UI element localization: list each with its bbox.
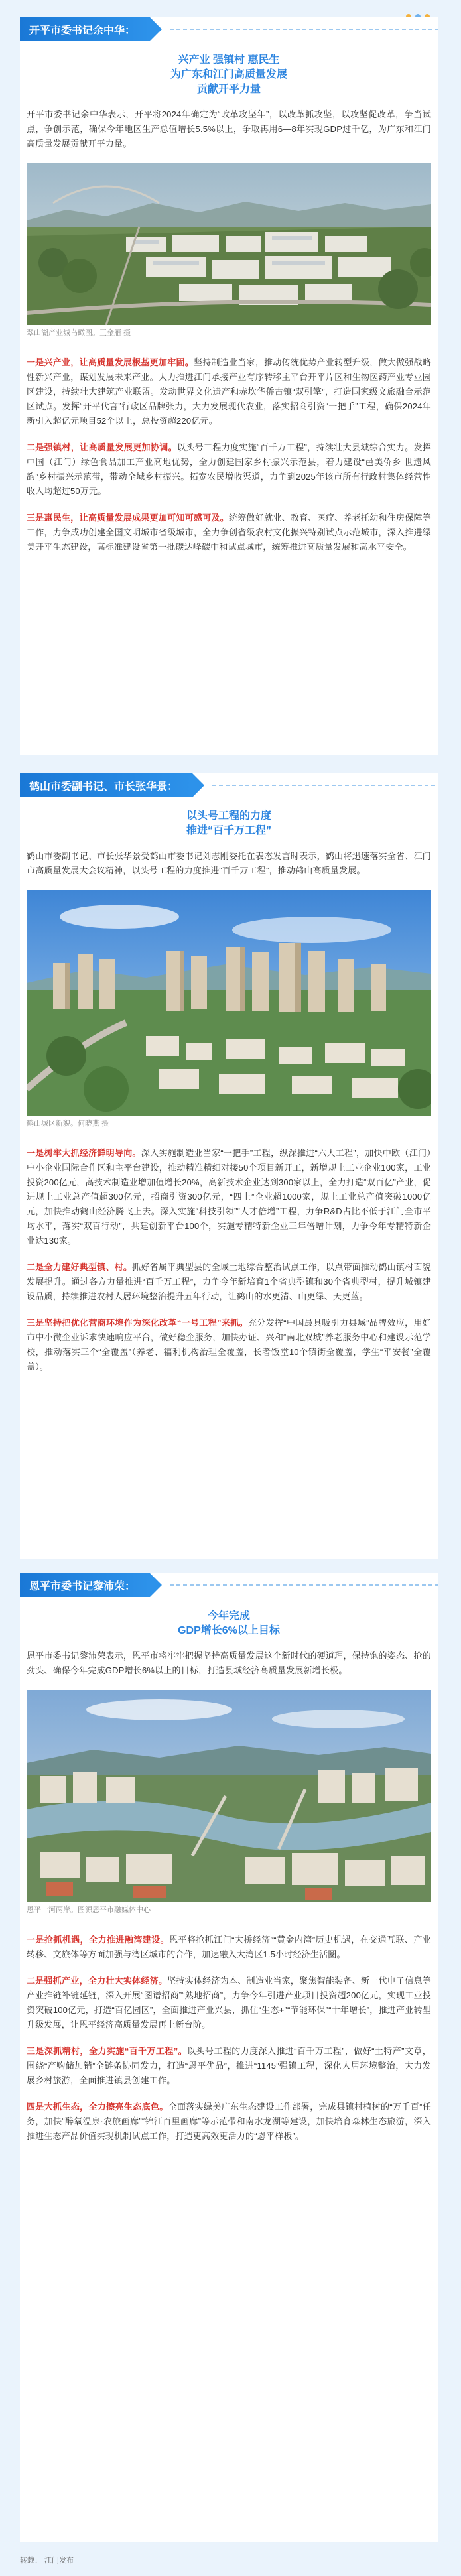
point-paragraph <box>27 1974 431 2032</box>
photo-caption: 恩平一河两岸。图源恩平市融媒体中心 <box>27 1906 151 1914</box>
paragraph-body: 以头号工程力度实施“百千万工程”，持续壮大县域综合实力。发挥中国（江门）绿色食品加工产业高地优势，全力创建国家乡村振兴示范县，着力建设“邑美侨乡 世遗风韵”乡村振兴示范带，带动全域乡村振兴。拓宽农民增收渠道，力争到2025年该市所有行政村集体经营性收入均超过50万元。 <box>27 442 431 496</box>
section-header <box>20 773 438 797</box>
river-city-photo-enping <box>27 1690 431 1902</box>
paragraph-lead: 二是强镇村，让高质量发展更加协调。 <box>27 442 177 452</box>
photo-caption: 翠山湖产业城鸟瞰图。王金雁 摄 <box>27 329 131 337</box>
header-divider <box>170 1584 438 1586</box>
repost-label: 转载： <box>20 2557 42 2565</box>
aerial-photo-industrial-park <box>27 163 431 325</box>
header-divider <box>212 785 438 786</box>
paragraph-lead: 四是大抓生态，全力擦亮生态底色。 <box>27 2102 168 2112</box>
section-header-title: 恩平市委书记黎沛荣： <box>20 1573 150 1597</box>
paragraph-body: 全面落实绿美广东生态建设工作部署，完成县镇村植树的“万千百”任务，加快“醉氧温泉·农旅画廊”“锦江百里画廊”等示范带和南水龙湖等建设，加快培育森林生态旅游，深入推进生态产品价值实现机制试点工作，打造更高效更活力的“恩平样板”。 <box>27 2102 432 2141</box>
paragraph-lead: 三是深抓精村，全力实施“百千万工程”。 <box>27 2046 188 2056</box>
section-header-title: 开平市委书记余中华： <box>20 17 150 41</box>
point-paragraph <box>27 440 431 499</box>
intro-paragraph <box>27 1649 431 1678</box>
paragraph-body: 鹤山市委副书记、市长张华景受鹤山市委书记刘志刚委托在表态发言时表示，鹤山将迅速落实全省、江门市高质量发展大会议精神，以头号工程的力度推进“百千万工程”，推动鹤山高质量发展。 <box>27 851 431 875</box>
paragraph-body: 恩平市委书记黎沛荣表示，恩平市将牢牢把握坚持高质量发展这个新时代的硬道理，保持饱的姿态、抢的劲头、确保今年完成GDP增长6%以上的目标，打造县域经济高质量发展新增长极。 <box>27 1651 431 1675</box>
subtitle-line: 今年完成 <box>207 1610 250 1622</box>
point-paragraph <box>27 1316 431 1374</box>
point-paragraph <box>27 1146 431 1248</box>
paragraph-body: 坚持实体经济为本、制造业当家，聚焦智能装备、新一代电子信息等产业推链补链延链，深入开展“图谱招商”“熟地招商”，力争今年引进产业项目投资超200亿元，实现工业投资突破100亿元，打造“百亿园区”，全面推进产业兴县，抓住“生态+”“节能环保”“十年增长”，推进产业转型升级发展，让恩平经济高质量发展再上新台阶。 <box>27 1976 431 2029</box>
section-subtitle <box>27 809 431 838</box>
subtitle-line: 以头号工程的力度 <box>186 810 271 822</box>
city-photo-heshan <box>27 890 431 1116</box>
section-header <box>20 1573 438 1597</box>
paragraph-lead: 三是惠民生，让高质量发展成果更加可知可感可及。 <box>27 513 230 523</box>
section-heshan <box>20 773 438 1559</box>
section-header <box>20 17 438 41</box>
section-kaiping <box>20 17 438 755</box>
section-enping <box>20 1573 438 2542</box>
paragraph-body: 以头号工程的力度深入推进“百千万工程”，做好“土特产”文章，围绕“产购储加销”全链条协同发力，打造“恩平优品”，推进“1145”强镇工程，深化人居环境整治，大力发展乡村旅游，全面推进镇县创建工作。 <box>27 2046 431 2085</box>
subtitle-line: 兴产业 强镇村 惠民生 <box>178 54 280 66</box>
paragraph-lead: 二是强抓产业，全力壮大实体经济。 <box>27 1976 168 1986</box>
repost-source <box>20 2555 76 2565</box>
point-paragraph <box>27 1933 431 1962</box>
paragraph-lead: 一是树牢大抓经济鲜明导向。 <box>27 1148 141 1158</box>
paragraph-body: 深入实施制造业当家“一把手”工程，纵深推进“六大工程”，加快中欧（江门）中小企业国际合作区和主平台建设，推动精准精细对接50个项目新开工，新增规上工业企业100家，工业投资200亿元，高技术制造业增加值增长20%，高新技术企业达到300家以上，全力打造“双百亿”产业，促进规上工业总产值超300亿元，招商引资300亿元，“四上”企业超1000家，规上工业总产值突破1000亿元，加快推动鹤山经济腾飞上去。深入实施“科技引领”“人才倍增”工程，力争R&D占比不低于江门全市平均水平，落实“双百行动”，共建创新平台100个，实施专精特新企业三年倍增计划，力争今年专精特新企业达130家。 <box>27 1148 431 1246</box>
paragraph-body: 充分发挥“中国最具吸引力县域”品牌效应，用好市中小微企业诉求快速响应平台，做好稳企服务，加快办证、兴和“南北双城”养老服务中心和建设示范学校，推动落实三个“全覆盖”（养老、福利机构治理全覆盖，长者饭堂10个镇街全覆盖，学生“平安餐”全覆盖）。 <box>27 1318 432 1372</box>
paragraph-body: 抓好省属平典型县的全域土地综合整治试点工作，以点带面推动鹤山镇村面貌发展提升。通过各方力量推进“百千万工程”，力争今年新培育1个省典型镇和30个省典型村，提升城镇建设品质，持续推进农村人居环境整治提升五年行动，让鹤山的水更清、山更绿、天更蓝。 <box>27 1262 431 1301</box>
header-divider <box>170 29 438 30</box>
intro-paragraph <box>27 107 431 151</box>
subtitle-line: 为广东和江门高质量发展 <box>170 69 287 80</box>
point-paragraph <box>27 2100 431 2144</box>
section-subtitle <box>27 1609 431 1638</box>
paragraph-lead: 一是抢抓机遇，全力推进融湾建设。 <box>27 1935 170 1945</box>
paragraph-lead: 二是全力建好典型镇、村。 <box>27 1262 133 1272</box>
paragraph-body: 恩平将抢抓江门“大桥经济”“黄金内湾”历史机遇，在交通互联、产业转移、文旅体等方面加强与湾区城市的合作，加速融入大湾区1.5小时经济生活圈。 <box>27 1935 432 1959</box>
subtitle-line: GDP增长6%以上目标 <box>178 1625 280 1636</box>
paragraph-body: 开平市委书记余中华表示，开平将2024年确定为“改革攻坚年”，以改革抓攻坚，以攻坚促改革，争当试点，争创示范，确保今年地区生产总值增长5.5%以上，争取再用6—8年实现GDP过千亿，为广东和江门高质量发展贡献开平力量。 <box>27 109 431 149</box>
point-paragraph <box>27 2044 431 2088</box>
paragraph-lead: 一是兴产业，让高质量发展根基更加牢固。 <box>27 357 194 367</box>
section-header-title: 鹤山市委副书记、市长张华景： <box>20 773 192 797</box>
paragraph-lead: 三是坚持把优化营商环境作为深化改革“一号工程”来抓。 <box>27 1318 248 1328</box>
photo-caption: 鹤山城区新貌。何晓燕 摄 <box>27 1120 109 1127</box>
point-paragraph <box>27 1260 431 1304</box>
point-paragraph <box>27 511 431 554</box>
subtitle-line: 推进“百千万工程” <box>186 825 271 836</box>
paragraph-body: 坚持制造业当家，推动传统优势产业转型升级，做大做强战略性新兴产业，谋划发展未来产业。大力推进江门承接产业有序转移主平台开平片区和生物医药产业专业园区建设，持续壮大建筑产业联盟。发动世界文化遗产和赤坎华侨古镇“双引擎”，打造国家级文旅融合示范区试点。发挥“开平代言”行政区品牌张力，大力发展现代农业，落实招商引资“一把手”工程，确保2024年新引入超亿元项目52个以上，总投资超220亿元。 <box>27 357 431 426</box>
point-paragraph <box>27 355 431 428</box>
repost-source-name: 江门发布 <box>44 2557 74 2565</box>
paragraph-body: 统筹做好就业、教育、医疗、养老托幼和住房保障等工作，力争成功创建全国文明城市省级城市，全力争创省级农村文化振兴特别试点示范城市，深入推进绿美开平生态建设，高标准建设省第一批碳达峰碳中和试点城市，统筹推进高质量发展和高水平安全。 <box>27 513 431 552</box>
subtitle-line: 贡献开平力量 <box>196 84 261 95</box>
intro-paragraph <box>27 849 431 878</box>
section-subtitle <box>27 53 431 97</box>
